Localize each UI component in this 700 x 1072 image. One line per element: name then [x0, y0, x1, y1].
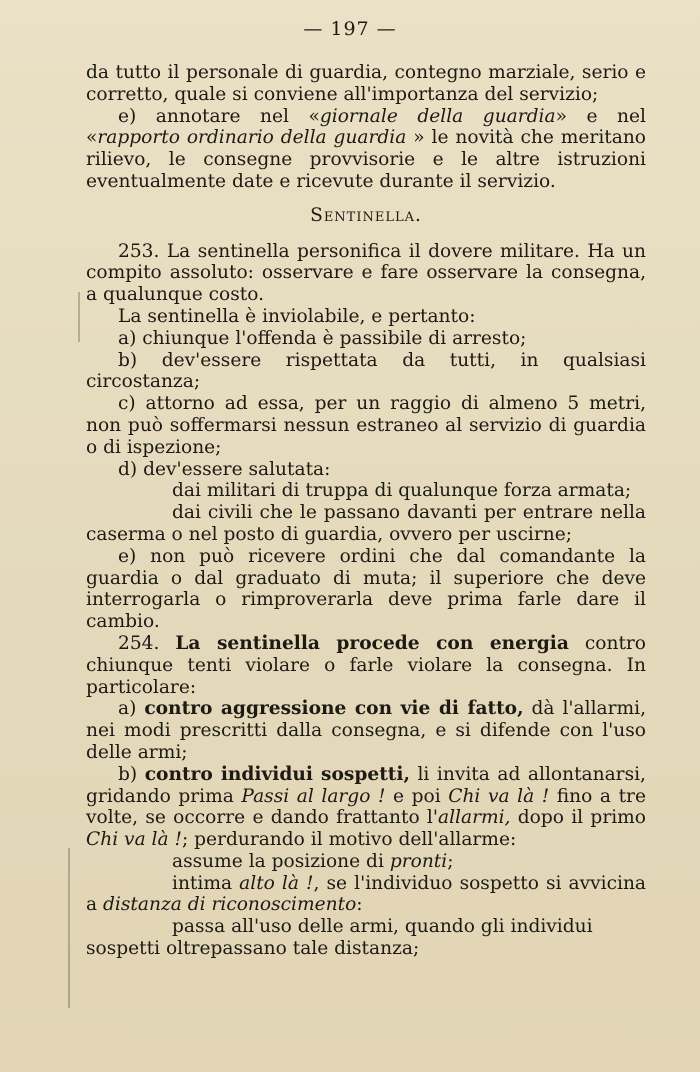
item-254-b-t3: fino a tre volte, se occorre e dando frattanto l': [86, 785, 646, 829]
item-e-guardia: [86, 106, 646, 193]
paragraph-253: 253. La sentinella personifica il dovere militare. Ha un compito assoluto: osservare e fare osservare la consegna, a qualunque costo.: [86, 240, 646, 306]
item-b: b) dev'essere rispettata da tutti, in qualsiasi circostanza;: [86, 349, 646, 393]
allarmi-italic: allarmi,: [438, 807, 511, 829]
sub-intima-e: :: [356, 894, 363, 916]
paragraph-continuation: da tutto il personale di guardia, contegno marziale, serio e corretto, quale si conviene all'importanza del servizio;: [86, 62, 646, 105]
sub-intima-a: intima: [172, 872, 233, 894]
item-d-civili: dai civili che le passano davanti per entrare nella caserma o nel posto di guardia, ovvero per uscirne;: [86, 502, 646, 545]
item-254-a-lead: a): [118, 698, 137, 720]
sub-pronti-a: assume la posizione di: [172, 850, 384, 872]
alto-la-italic: alto là !: [239, 872, 314, 894]
p254-rest: contro chiunque tenti violare o farle violare la consegna. In particolare:: [86, 632, 646, 698]
p254-number: 254.: [118, 632, 160, 654]
sub-pronti-c: ;: [447, 850, 454, 872]
pronti-italic: pronti: [389, 850, 448, 872]
item-e-lead: e) annotare nel «: [118, 105, 320, 127]
pencil-margin-mark: [68, 848, 70, 1008]
item-254-a-rest: dà l'allarmi, nei modi prescritti dalla consegna, e si difende con l'uso delle armi;: [86, 698, 646, 763]
item-e-comandante: e) non può ricevere ordini che dal comandante la guardia o dal graduato di muta; il superiore che deve interrogarla o rimproverarla deve prima farle dare il cambio.: [86, 545, 646, 633]
p254-bold: La sentinella procede con energia: [175, 632, 569, 654]
section-title: Sentinella.: [310, 204, 422, 226]
item-e-rest: » le novità che meritano rilievo, le consegne provvisorie e le altre istruzioni eventualmente date e ricevute durante il servizio.: [86, 127, 646, 192]
item-e-mid: » e nel «: [86, 105, 646, 149]
item-254-b-t2: e poi: [393, 785, 441, 807]
item-254-b: [86, 764, 646, 851]
item-d-militari: dai militari di truppa di qualunque forza armata;: [172, 480, 632, 502]
rapporto-ordinario: rapporto ordinario della guardia: [97, 127, 407, 149]
item-254-b-t4: dopo il primo: [517, 807, 646, 829]
body-text: [86, 62, 646, 960]
item-254-b-t1: li invita ad allontanarsi, gridando prima: [86, 763, 646, 807]
item-254-b-lead: b): [118, 763, 138, 785]
sub-armi: passa all'uso delle armi, quando gli individui sospetti oltrepassano tale distanza;: [86, 916, 593, 960]
item-254-a: [86, 698, 646, 763]
chi-va-la-1: Chi va là !: [448, 785, 550, 807]
passi-al-largo: Passi al largo !: [241, 785, 386, 807]
inviolabile-line: La sentinella è inviolabile, e pertanto:: [118, 305, 476, 327]
item-254-b-bold: contro individui sospetti,: [144, 763, 410, 785]
item-a: a) chiunque l'offenda è passibile di arresto;: [118, 327, 527, 349]
paragraph-254: [86, 633, 646, 698]
sub-intima-c: , se l'individuo sospetto si avvicina a: [86, 872, 647, 916]
item-c: c) attorno ad essa, per un raggio di almeno 5 metri, non può soffermarsi nessun estraneo al servizio di guardia o di ispezione;: [86, 393, 646, 458]
sub-intima: [86, 873, 646, 917]
item-d: d) dev'essere salutata:: [118, 458, 331, 480]
chi-va-la-2: Chi va là !: [86, 829, 182, 851]
page-number: — 197 —: [303, 18, 397, 40]
sub-pronti: [86, 851, 646, 873]
item-254-b-t5: ; perdurando il motivo dell'allarme:: [181, 829, 517, 851]
item-254-a-bold: contro aggressione con vie di fatto,: [144, 698, 524, 720]
distanza-riconoscimento: distanza di riconoscimento: [103, 894, 357, 916]
giornale-della-guardia: giornale della guardia: [319, 105, 556, 127]
pencil-margin-mark: [78, 292, 80, 342]
